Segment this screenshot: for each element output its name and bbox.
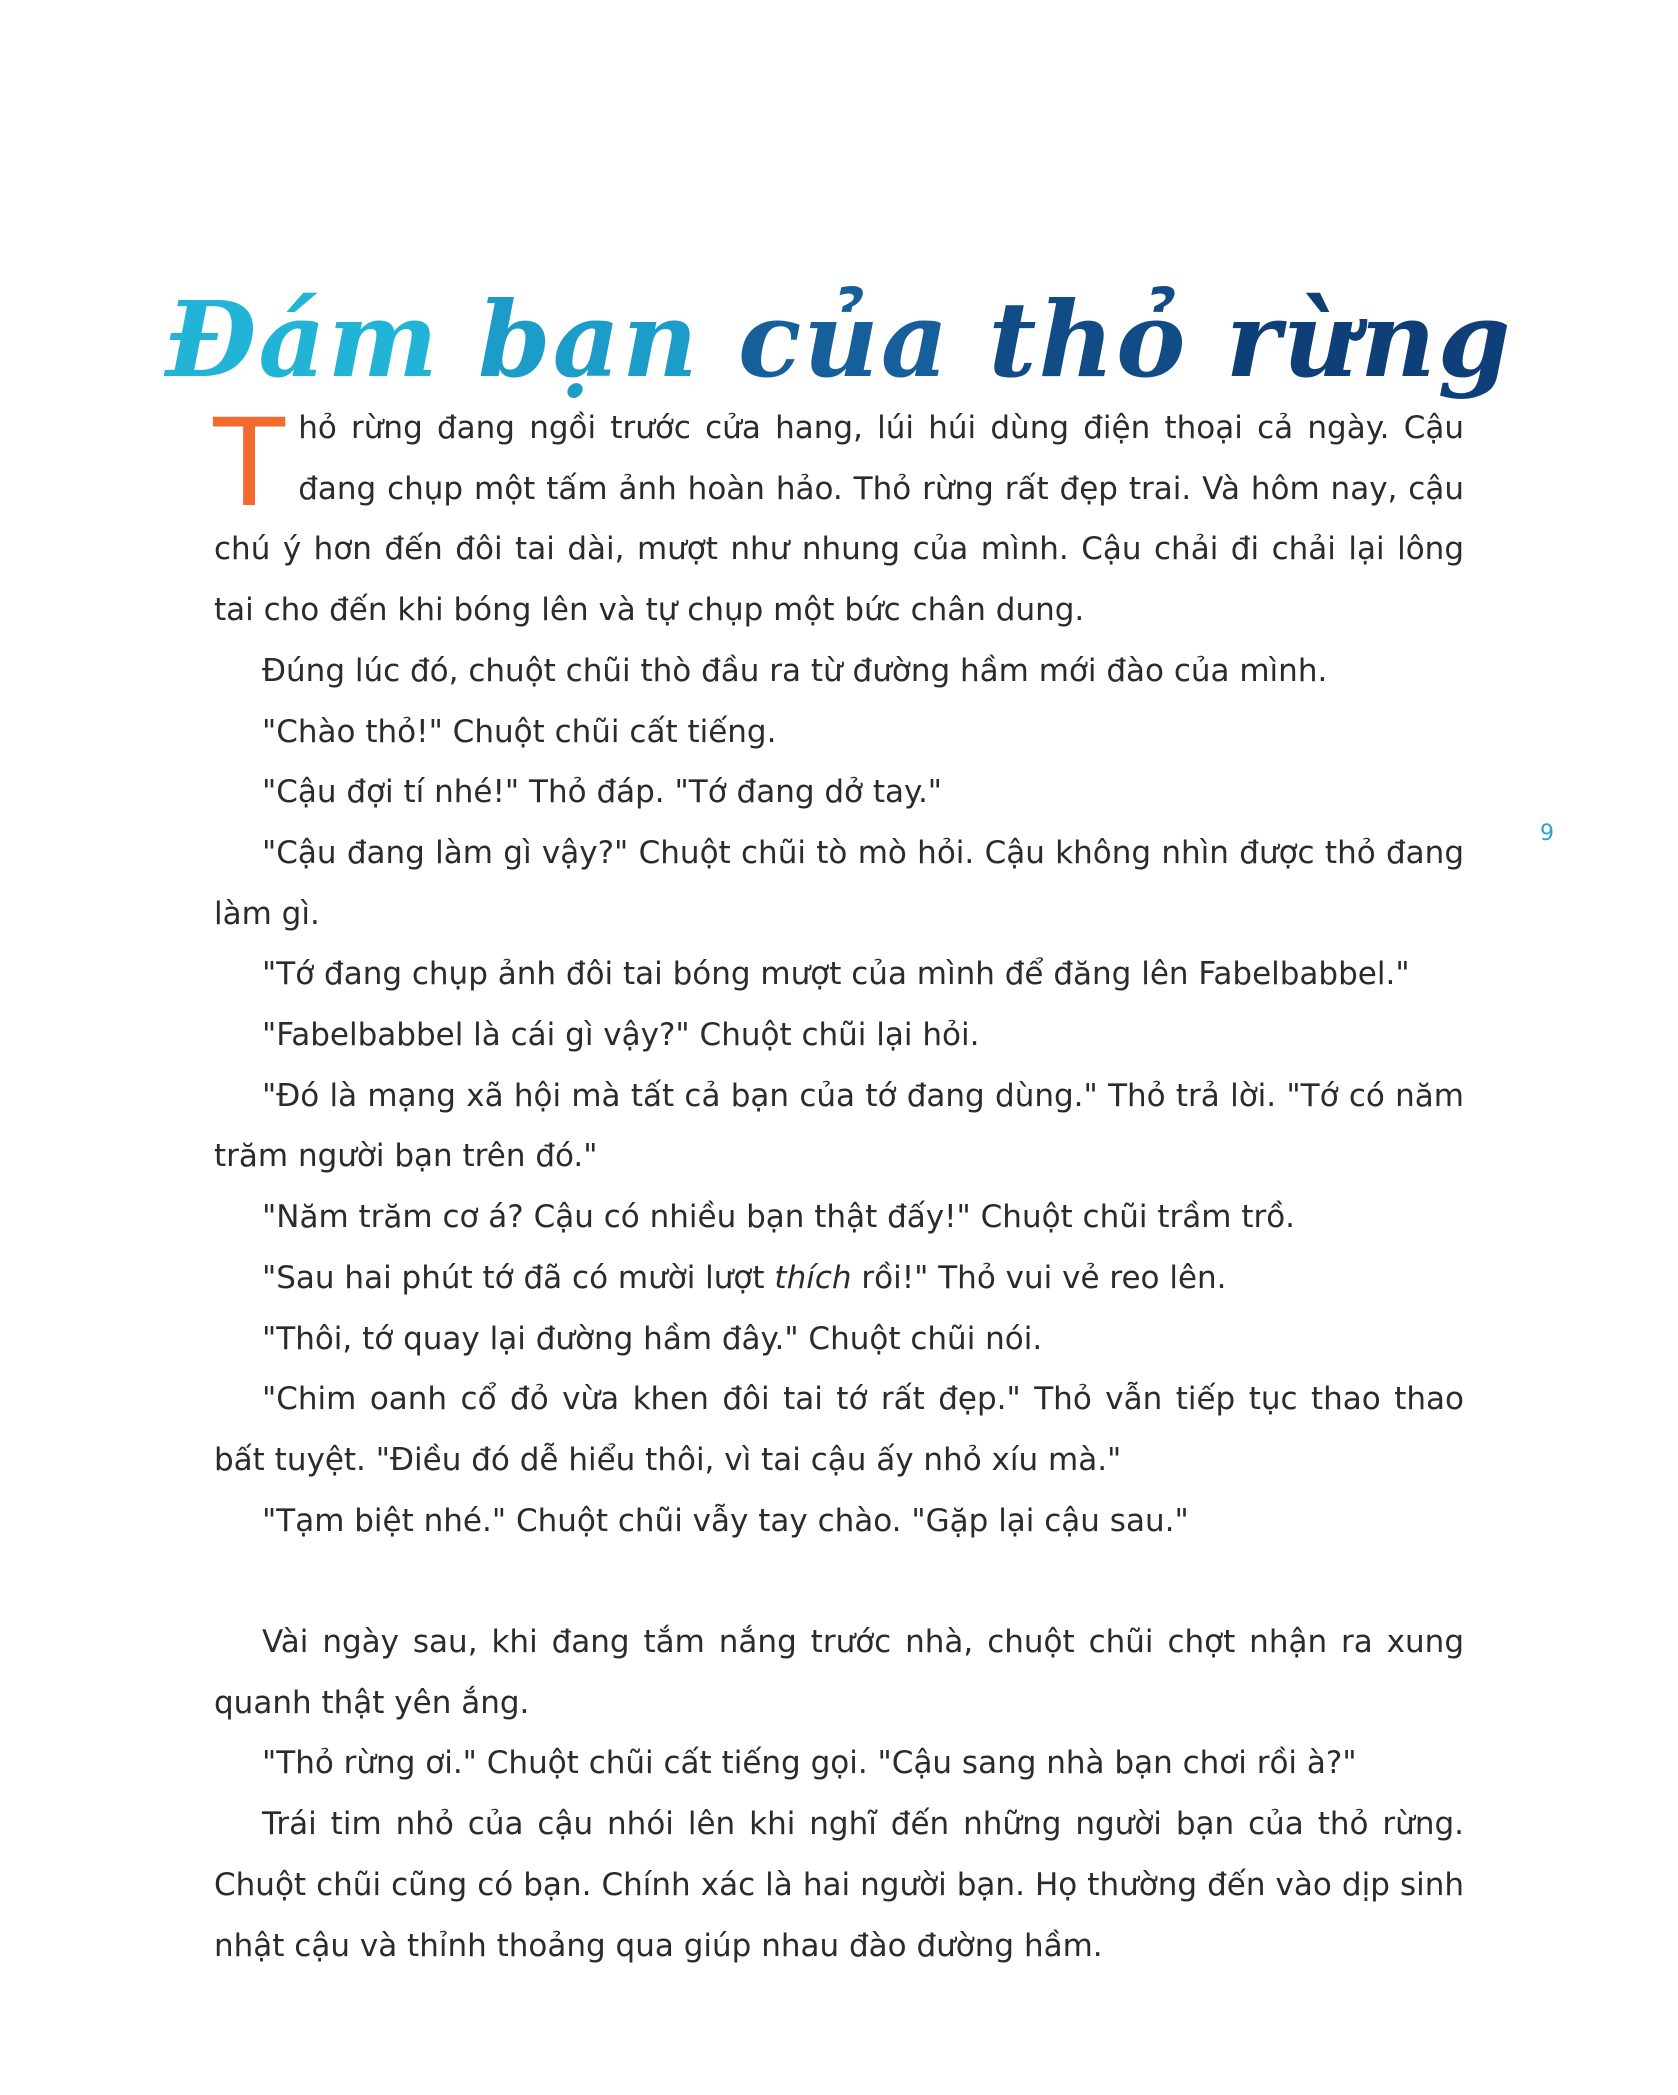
- story-paragraph: Vài ngày sau, khi đang tắm nắng trước nhà, chuột chũi chợt nhận ra xung quanh thật yên ắng.: [214, 1624, 1464, 1721]
- title-word: Đám: [165, 277, 440, 401]
- story-paragraph: "Năm trăm cơ á? Cậu có nhiều bạn thật đấy!" Chuột chũi trầm trồ.: [262, 1199, 1296, 1236]
- title-word: rừng: [1225, 277, 1513, 401]
- story-paragraph: "Cậu đợi tí nhé!" Thỏ đáp. "Tớ đang dở tay.": [262, 774, 943, 811]
- story-paragraph: Trái tim nhỏ của cậu nhói lên khi nghĩ đến những người bạn của thỏ rừng. Chuột chũi cũng có bạn. Chính xác là hai người bạn. Họ thường đến vào dịp sinh nhật cậu và thỉnh thoảng qua giúp nhau đào đường hầm.: [214, 1806, 1464, 1964]
- paragraph-text: "Sau hai phút tớ đã có mười lượt: [262, 1259, 775, 1296]
- story-paragraph: "Tớ đang chụp ảnh đôi tai bóng mượt của mình để đăng lên Fabelbabbel.": [262, 956, 1410, 993]
- title-word: của: [737, 277, 951, 401]
- page-title: [0, 275, 1678, 405]
- story-paragraph: "Cậu đang làm gì vậy?" Chuột chũi tò mò hỏi. Cậu không nhìn được thỏ đang làm gì.: [214, 834, 1464, 932]
- paragraph-text: hỏ rừng đang ngồi trước cửa hang, lúi húi dùng điện thoại cả ngày. Cậu đang chụp một tấm ảnh hoàn hảo. Thỏ rừng rất đẹp trai. Và hôm nay, cậu chú ý hơn đến đôi tai dài, mượt như nhung của mình. Cậu chải đi chải lại lông tai cho đến khi bóng lên và tự chụp một bức chân dung.: [214, 410, 1464, 629]
- story-paragraph: [210, 390, 1464, 641]
- story-paragraph: "Chào thỏ!" Chuột chũi cất tiếng.: [262, 713, 777, 750]
- story-paragraph: "Fabelbabbel là cái gì vậy?" Chuột chũi lại hỏi.: [262, 1017, 980, 1054]
- story-paragraph: "Thôi, tớ quay lại đường hầm đây." Chuột chũi nói.: [262, 1320, 1043, 1357]
- story-paragraph: "Chim oanh cổ đỏ vừa khen đôi tai tớ rất đẹp." Thỏ vẫn tiếp tục thao thao bất tuyệt. "Điều đó dễ hiểu thôi, vì tai cậu ấy nhỏ xíu mà.": [214, 1381, 1464, 1478]
- emphasis-text: thích: [774, 1259, 852, 1296]
- paragraph-text: rồi!" Thỏ vui vẻ reo lên.: [851, 1259, 1227, 1296]
- title-word: bạn: [478, 277, 700, 401]
- drop-cap: T: [210, 390, 289, 533]
- page-number: 9: [1540, 821, 1554, 846]
- title-word: thỏ: [988, 277, 1188, 401]
- story-paragraph: "Tạm biệt nhé." Chuột chũi vẫy tay chào. "Gặp lại cậu sau.": [262, 1502, 1189, 1539]
- story-paragraph: [214, 1248, 1464, 1309]
- story-paragraph: Đúng lúc đó, chuột chũi thò đầu ra từ đường hầm mới đào của mình.: [262, 652, 1328, 689]
- story-body: [210, 390, 1464, 1976]
- story-paragraph: "Thỏ rừng ơi." Chuột chũi cất tiếng gọi. "Cậu sang nhà bạn chơi rồi à?": [262, 1745, 1357, 1782]
- story-paragraph: "Đó là mạng xã hội mà tất cả bạn của tớ đang dùng." Thỏ trả lời. "Tớ có năm trăm người bạn trên đó.": [214, 1077, 1464, 1175]
